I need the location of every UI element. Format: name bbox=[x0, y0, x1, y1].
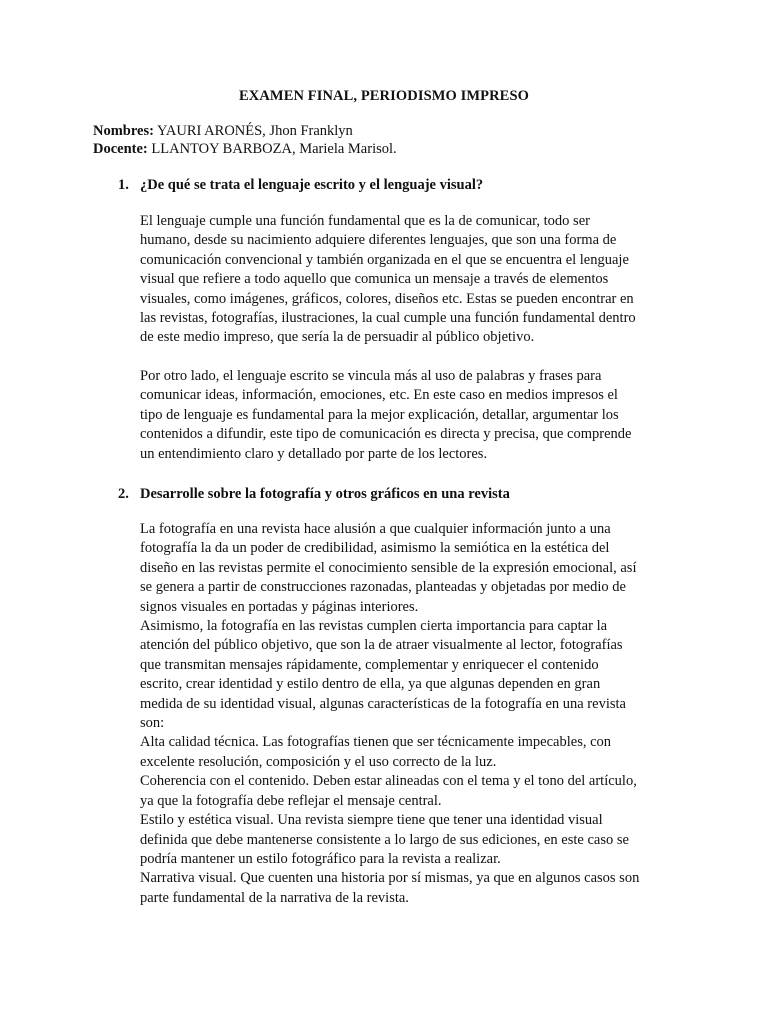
text-line: Coherencia con el contenido. Deben estar alineadas con el tema y el tono del artículo, bbox=[140, 773, 637, 790]
text-line: definida que debe mantenerse consistente a lo largo de sus ediciones, en este caso se bbox=[140, 831, 629, 848]
text-line: comunicación convencional y también organizada en el que se encuentra el lenguaje bbox=[140, 251, 629, 268]
docente-label: Docente: bbox=[93, 141, 148, 157]
text-line: que transmitan mensajes rápidamente, complementar y enriquecer el contenido bbox=[140, 656, 599, 673]
text-line: las revistas, fotografías, ilustraciones, la cual cumple una función fundamental dentro bbox=[140, 310, 636, 327]
docente-value: LLANTOY BARBOZA, Mariela Marisol. bbox=[147, 141, 397, 157]
text-line: son: bbox=[140, 715, 165, 732]
text-line: excelente resolución, composición y el uso correcto de la luz. bbox=[140, 753, 497, 770]
text-line: atención del público objetivo, que son la de atraer visualmente al lector, fotografías bbox=[140, 637, 623, 654]
text-line: signos visuales en portadas y páginas interiores. bbox=[140, 598, 419, 615]
text-line: La fotografía en una revista hace alusión a que cualquier información junto a una bbox=[140, 521, 611, 537]
text-line: contenidos a difundir, este tipo de comunicación es directa y precisa, que comprende bbox=[140, 426, 632, 443]
text-line: El lenguaje cumple una función fundamental que es la de comunicar, todo ser bbox=[140, 213, 590, 229]
text-line: diseño en las revistas permite el conocimiento sensible de la expresión emocional, así bbox=[140, 559, 637, 576]
text-line: un entendimiento claro y detallado por parte de los lectores. bbox=[140, 445, 488, 462]
question-number: 2. bbox=[118, 486, 129, 502]
question-1-paragraph-1 bbox=[140, 212, 680, 348]
text-line: Alta calidad técnica. Las fotografías tienen que ser técnicamente impecables, con bbox=[140, 734, 612, 751]
question-1-paragraph-2 bbox=[140, 367, 680, 464]
text-line: visuales, como imágenes, gráficos, colores, diseños etc. Estas se pueden encontrar en bbox=[140, 290, 634, 307]
nombres-value: YAURI ARONÉS, Jhon Franklyn bbox=[153, 123, 353, 139]
text-line: medida de su identidad visual, algunas características de la fotografía en una revista bbox=[140, 695, 626, 712]
nombres-label: Nombres: bbox=[93, 123, 154, 139]
text-line: parte fundamental de la narrativa de la revista. bbox=[140, 889, 409, 906]
text-line: se genera a partir de construcciones razonadas, planteadas y objetadas por medio de bbox=[140, 579, 626, 596]
text-line: fotografía la da un poder de credibilidad, asimismo la semiótica en la estética del bbox=[140, 540, 610, 557]
text-line: humano, desde su nacimiento adquiere diferentes lenguajes, que son una forma de bbox=[140, 232, 617, 249]
question-1-heading bbox=[118, 176, 483, 194]
text-line: Estilo y estética visual. Una revista siempre tiene que tener una identidad visual bbox=[140, 812, 603, 829]
text-line: visual que refiere a todo aquello que comunica un mensaje a través de elementos bbox=[140, 271, 609, 288]
text-line: podría mantener un estilo fotográfico para la revista a realizar. bbox=[140, 850, 501, 867]
teacher-name-line bbox=[93, 140, 397, 158]
question-number: 1. bbox=[118, 177, 129, 193]
text-line: escrito, crear identidad y estilo dentro de ella, ya que algunas dependen en gran bbox=[140, 676, 601, 693]
question-2-heading bbox=[118, 485, 510, 503]
text-line: comunicar ideas, información, emociones, etc. En este caso en medios impresos el bbox=[140, 387, 618, 404]
document-title: EXAMEN FINAL, PERIODISMO IMPRESO bbox=[239, 88, 529, 104]
text-line: Asimismo, la fotografía en las revistas cumplen cierta importancia para captar la bbox=[140, 618, 608, 635]
text-line: Narrativa visual. Que cuenten una historia por sí mismas, ya que en algunos casos son bbox=[140, 870, 640, 887]
text-line: Por otro lado, el lenguaje escrito se vincula más al uso de palabras y frases para bbox=[140, 368, 602, 384]
text-line: de este medio impreso, que sería la de persuadir al público objetivo. bbox=[140, 329, 535, 346]
student-name-line bbox=[93, 122, 353, 140]
question-2-paragraph-1 bbox=[140, 520, 680, 908]
question-text: ¿De qué se trata el lenguaje escrito y el lenguaje visual? bbox=[140, 177, 484, 193]
text-line: tipo de lenguaje es fundamental para la mejor explicación, detallar, argumentar los bbox=[140, 406, 619, 423]
question-text: Desarrolle sobre la fotografía y otros gráficos en una revista bbox=[140, 486, 510, 502]
text-line: ya que la fotografía debe reflejar el mensaje central. bbox=[140, 792, 442, 809]
